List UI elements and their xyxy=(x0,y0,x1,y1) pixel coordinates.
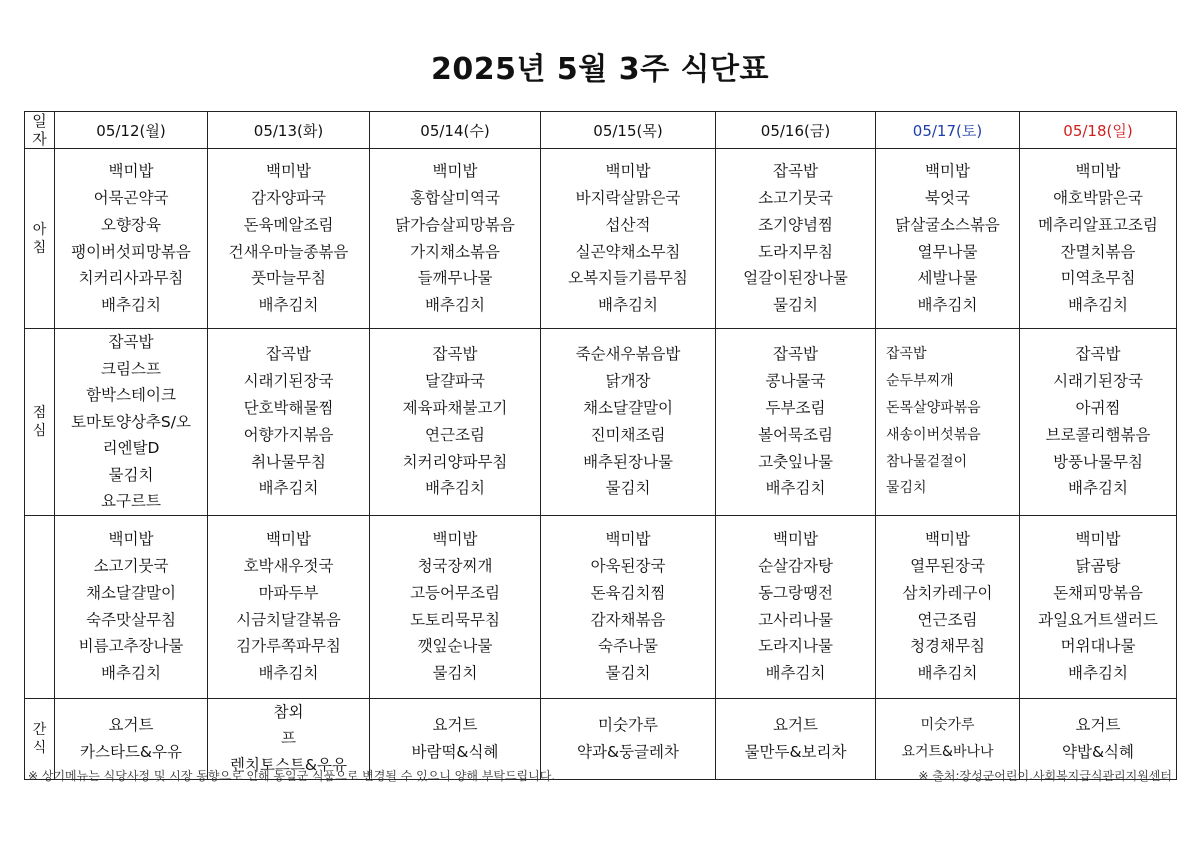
menu-item: 배추김치 xyxy=(765,479,826,498)
menu-item: 취나물무침 xyxy=(251,452,326,471)
menu-item: 리엔탈D xyxy=(102,439,160,457)
menu-item: 백미밥 xyxy=(108,162,154,181)
menu-item: 고사리나물 xyxy=(758,610,833,629)
breakfast-sun xyxy=(1020,149,1177,329)
day-header-fri: 05/16(금) xyxy=(716,112,876,149)
menu-item: 고춧잎나물 xyxy=(758,452,833,471)
menu-item: 잔멸치볶음 xyxy=(1060,242,1136,261)
menu-item: 소고기뭇국 xyxy=(93,556,169,575)
menu-item: 돈육메알조림 xyxy=(243,215,334,234)
menu-item: 돈목살양파볶음 xyxy=(886,399,981,416)
menu-item: 아귀찜 xyxy=(1075,398,1121,417)
menu-item: 백미밥 xyxy=(605,162,651,181)
menu-item: 백미밥 xyxy=(773,530,818,549)
menu-item: 잡곡밥 xyxy=(108,333,154,351)
menu-item: 콩나물국 xyxy=(765,372,826,391)
dinner-label xyxy=(25,515,55,698)
menu-item: 백미밥 xyxy=(925,530,970,549)
snack-thu xyxy=(541,698,716,779)
lunch-sun xyxy=(1020,329,1177,516)
menu-item: 돈채피망볶음 xyxy=(1053,583,1143,602)
menu-item: 바지락살맑은국 xyxy=(575,188,681,207)
breakfast-mon xyxy=(55,149,208,329)
menu-item: 제육파채불고기 xyxy=(402,398,508,417)
day-header-thu: 05/15(목) xyxy=(541,112,716,149)
breakfast-sat xyxy=(876,149,1020,329)
menu-item: 물김치 xyxy=(108,465,154,484)
lunch-label: 점 심 xyxy=(25,329,55,516)
snack-label: 간 식 xyxy=(25,698,55,779)
menu-item: 순두부찌개 xyxy=(886,373,954,390)
menu-item: 배추김치 xyxy=(258,664,319,683)
menu-item: 미역초무침 xyxy=(1060,269,1136,288)
breakfast-wed xyxy=(370,149,541,329)
menu-item: 물김치 xyxy=(432,664,478,683)
dinner-wed xyxy=(370,515,541,698)
dinner-sun xyxy=(1020,515,1177,698)
menu-item: 연근조림 xyxy=(425,425,485,444)
menu-item: 물만두&보리차 xyxy=(744,742,847,761)
menu-item: 약과&둥글레차 xyxy=(577,742,679,761)
menu-item: 볼어묵조림 xyxy=(758,425,833,444)
menu-item: 청경채무침 xyxy=(910,637,985,656)
footer-note: ※ 상기메뉴는 식당사정 및 시장 동향으로 인해 동일군 식품으로 변경될 수 있으니 양해 부탁드립니다. xyxy=(28,769,556,783)
menu-item: 닭살굴소스볶음 xyxy=(895,215,1000,234)
menu-item: 치커리양파무침 xyxy=(402,452,508,471)
menu-item: 잡곡밥 xyxy=(773,162,818,181)
menu-item: 백미밥 xyxy=(925,162,970,181)
menu-item: 얼갈이된장나물 xyxy=(743,269,848,288)
menu-item: 닭개장 xyxy=(605,372,651,391)
menu-item: 배추김치 xyxy=(258,296,319,315)
menu-item: 어묵곤약국 xyxy=(93,188,169,207)
lunch-thu xyxy=(541,329,716,516)
menu-item: 오향장육 xyxy=(101,215,161,234)
menu-item: 호박새우젓국 xyxy=(243,556,334,575)
menu-item: 조기양념찜 xyxy=(758,215,833,234)
lunch-mon xyxy=(55,329,208,516)
menu-item: 미숫가루 xyxy=(920,716,975,733)
breakfast-row xyxy=(25,149,1177,329)
day-header-wed: 05/14(수) xyxy=(370,112,541,149)
menu-item: 물김치 xyxy=(605,479,651,498)
menu-item: 홍합살미역국 xyxy=(410,188,500,207)
menu-item: 감자양파국 xyxy=(251,188,326,207)
menu-item: 열무된장국 xyxy=(910,556,985,575)
lunch-tue xyxy=(208,329,370,516)
menu-item: 배추김치 xyxy=(425,296,485,315)
menu-item: 감자채볶음 xyxy=(590,610,666,629)
dinner-sat xyxy=(876,515,1020,698)
menu-item: 아욱된장국 xyxy=(590,556,666,575)
menu-item: 건새우마늘종볶음 xyxy=(228,242,349,261)
menu-item: 세발나물 xyxy=(917,269,978,288)
menu-item: 팽이버섯피망볶음 xyxy=(71,242,191,261)
menu-item: 잡곡밥 xyxy=(886,346,927,363)
menu-item: 백미밥 xyxy=(266,530,311,549)
menu-item: 배추김치 xyxy=(917,296,978,315)
menu-item: 고등어무조림 xyxy=(410,583,500,602)
lunch-sat xyxy=(876,329,1020,516)
menu-item: 요거트 xyxy=(108,715,154,734)
menu-item: 배추김치 xyxy=(598,296,658,315)
breakfast-fri xyxy=(716,149,876,329)
menu-item: 가지채소볶음 xyxy=(410,242,500,261)
menu-item: 치커리사과무침 xyxy=(78,269,184,288)
menu-item: 백미밥 xyxy=(1075,530,1121,549)
lunch-row xyxy=(25,329,1177,516)
menu-item: 삼치카레구이 xyxy=(902,583,993,602)
menu-item: 잡곡밥 xyxy=(1075,345,1121,364)
menu-item: 메추리알표고조림 xyxy=(1038,215,1158,234)
menu-item: 잡곡밥 xyxy=(266,345,311,364)
menu-item: 도라지무침 xyxy=(758,242,833,261)
menu-item: 물김치 xyxy=(605,664,651,683)
menu-item: 백미밥 xyxy=(432,530,478,549)
menu-item: 배추된장나물 xyxy=(583,452,673,471)
menu-item: 청국장찌개 xyxy=(417,556,493,575)
menu-item: 렌치토스트&우유 xyxy=(230,756,347,775)
menu-item: 백미밥 xyxy=(432,162,478,181)
menu-item: 연근조림 xyxy=(917,610,978,629)
menu-item: 순살감자탕 xyxy=(758,556,833,575)
breakfast-label: 아 침 xyxy=(25,149,55,329)
menu-item: 배추김치 xyxy=(765,664,826,683)
breakfast-thu xyxy=(541,149,716,329)
menu-item: 돈육김치찜 xyxy=(590,583,666,602)
dinner-row xyxy=(25,515,1177,698)
menu-item: 북엇국 xyxy=(925,188,970,207)
menu-item: 백미밥 xyxy=(605,530,651,549)
header-row xyxy=(25,112,1177,149)
menu-item: 깻잎순나물 xyxy=(417,637,493,656)
menu-item: 소고기뭇국 xyxy=(758,188,833,207)
menu-item: 요구르트 xyxy=(101,492,161,510)
menu-item: 백미밥 xyxy=(266,162,311,181)
menu-item: 물김치 xyxy=(773,296,818,315)
menu-item: 바람떡&식혜 xyxy=(411,742,499,761)
menu-item: 비름고추장나물 xyxy=(78,637,184,656)
menu-item: 참외 프 xyxy=(273,702,304,748)
menu-item: 섭산적 xyxy=(605,215,651,234)
menu-item: 참나물겉절이 xyxy=(886,453,968,470)
day-header-mon: 05/12(월) xyxy=(55,112,208,149)
date-corner-label: 일 자 xyxy=(25,112,55,149)
menu-item: 약밥&식혜 xyxy=(1062,742,1134,761)
menu-item: 함박스테이크 xyxy=(86,386,176,404)
menu-item: 두부조림 xyxy=(765,398,826,417)
menu-item: 닭가슴살피망볶음 xyxy=(395,215,515,234)
menu-item: 백미밥 xyxy=(1075,162,1121,181)
menu-item: 요거트&바나나 xyxy=(901,743,994,760)
menu-item: 배추김치 xyxy=(101,296,161,315)
menu-item: 잡곡밥 xyxy=(432,345,478,364)
lunch-wed xyxy=(370,329,541,516)
dinner-thu xyxy=(541,515,716,698)
dinner-mon xyxy=(55,515,208,698)
menu-item: 요거트 xyxy=(1075,715,1121,734)
menu-item: 백미밥 xyxy=(108,530,154,549)
day-header-tue: 05/13(화) xyxy=(208,112,370,149)
menu-item: 단호박해물찜 xyxy=(243,398,334,417)
menu-item: 풋마늘무침 xyxy=(251,269,326,288)
menu-item: 방풍나물무침 xyxy=(1053,452,1143,471)
menu-item: 물김치 xyxy=(886,480,927,497)
page-title: 2025년 5월 3주 식단표 xyxy=(431,52,769,87)
menu-item: 시금치달걀볶음 xyxy=(236,610,341,629)
menu-item: 죽순새우볶음밥 xyxy=(575,345,681,364)
menu-item: 배추김치 xyxy=(1068,296,1128,315)
day-header-sun: 05/18(일) xyxy=(1020,112,1177,149)
menu-item: 들깨무나물 xyxy=(417,269,493,288)
menu-table xyxy=(24,111,1177,780)
menu-item: 브로콜리햄볶음 xyxy=(1045,425,1151,444)
menu-item: 실곤약채소무침 xyxy=(575,242,681,261)
menu-item: 배추김치 xyxy=(1068,664,1128,683)
menu-item: 배추김치 xyxy=(258,479,319,498)
snack-fri xyxy=(716,698,876,779)
menu-item: 숙주맛살무침 xyxy=(86,610,176,629)
lunch-fri xyxy=(716,329,876,516)
menu-item: 토마토양상추S/오 xyxy=(71,412,191,431)
menu-item: 요거트 xyxy=(773,715,818,734)
menu-item: 채소달걀말이 xyxy=(583,398,673,417)
menu-item: 어향가지볶음 xyxy=(243,425,334,444)
menu-item: 시래기된장국 xyxy=(1053,372,1143,391)
menu-item: 진미채조림 xyxy=(590,425,666,444)
day-header-sat: 05/17(토) xyxy=(876,112,1020,149)
menu-item: 배추김치 xyxy=(101,664,161,683)
menu-item: 동그랑땡전 xyxy=(758,583,833,602)
menu-item: 마파두부 xyxy=(258,583,319,602)
menu-item: 배추김치 xyxy=(425,479,485,498)
menu-item: 숙주나물 xyxy=(598,637,658,656)
menu-item: 달걀파국 xyxy=(425,372,485,391)
footer-source: ※ 출처:장성군어린이.사회복지급식관리지원센터 xyxy=(918,769,1172,783)
breakfast-tue xyxy=(208,149,370,329)
menu-item: 카스타드&우유 xyxy=(80,742,182,761)
menu-item: 머위대나물 xyxy=(1060,637,1136,656)
menu-item: 오복지들기름무침 xyxy=(568,269,688,288)
menu-item: 도토리묵무침 xyxy=(410,610,500,629)
dinner-fri xyxy=(716,515,876,698)
menu-item: 미숫가루 xyxy=(598,715,658,734)
menu-item: 열무나물 xyxy=(917,242,978,261)
menu-item: 채소달걀말이 xyxy=(86,583,176,602)
menu-item: 잡곡밥 xyxy=(773,345,818,364)
menu-item: 도라지나물 xyxy=(758,637,833,656)
menu-item: 배추김치 xyxy=(1068,479,1128,498)
menu-item: 과일요거트샐러드 xyxy=(1038,610,1158,629)
menu-item: 닭곰탕 xyxy=(1075,556,1121,575)
menu-item: 시래기된장국 xyxy=(243,372,334,391)
menu-item: 요거트 xyxy=(432,715,478,734)
menu-item: 애호박맑은국 xyxy=(1053,188,1143,207)
menu-item: 새송이버섯볶음 xyxy=(886,426,981,443)
menu-item: 배추김치 xyxy=(917,664,978,683)
menu-item: 크림스프 xyxy=(101,359,161,378)
dinner-tue xyxy=(208,515,370,698)
menu-item: 김가루쪽파무침 xyxy=(236,637,341,656)
